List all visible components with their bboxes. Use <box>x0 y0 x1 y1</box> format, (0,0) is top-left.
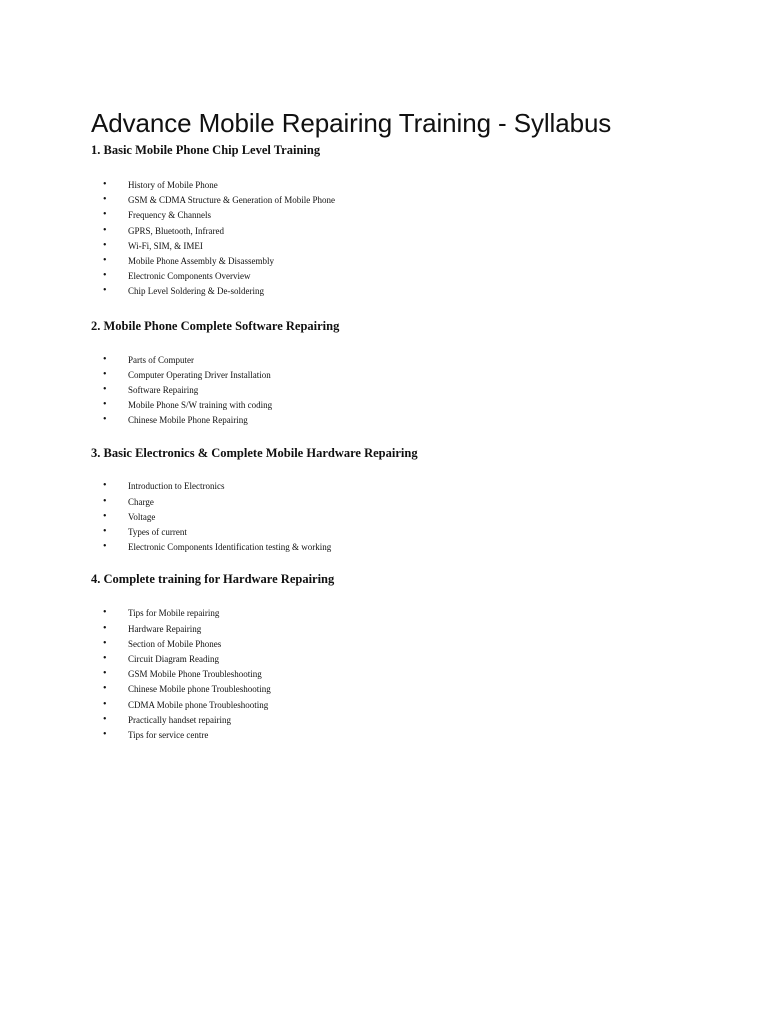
list-item-text: Parts of Computer <box>128 354 194 365</box>
section-list-chip-level <box>91 178 768 300</box>
list-item <box>91 667 768 682</box>
list-item <box>91 495 768 510</box>
section-list-hardware <box>91 606 768 743</box>
bullet-icon: • <box>103 353 107 365</box>
list-item-text: Types of current <box>128 527 187 537</box>
list-item-text: CDMA Mobile phone Troubleshooting <box>128 699 269 710</box>
list-item <box>91 728 768 743</box>
list-item-text: Hardware Repairing <box>128 623 202 634</box>
list-item-text: Software Repairing <box>128 384 199 395</box>
list-item <box>91 479 768 494</box>
list-item-text: Section of Mobile Phones <box>128 638 222 649</box>
list-item-text: GSM & CDMA Structure & Generation of Mobile Phone <box>128 195 335 206</box>
list-item-text: Circuit Diagram Reading <box>128 653 219 664</box>
list-item-text: Electronic Components Identification testing & working <box>128 542 332 553</box>
list-item-text: Wi-Fi, SIM, & IMEI <box>128 240 203 251</box>
list-item <box>91 622 768 637</box>
list-item-text: History of Mobile Phone <box>128 180 218 190</box>
list-item <box>91 713 768 728</box>
bullet-icon: • <box>103 637 107 649</box>
list-item <box>91 606 768 621</box>
list-item <box>91 224 768 239</box>
list-item <box>91 353 768 368</box>
list-item-text: Chinese Mobile phone Troubleshooting <box>128 684 271 695</box>
section-heading-chip-level: 1. Basic Mobile Phone Chip Level Training <box>91 143 321 157</box>
list-item-text: Mobile Phone S/W training with coding <box>128 400 273 411</box>
list-item-text: Introduction to Electronics <box>128 481 225 492</box>
list-item <box>91 525 768 540</box>
list-item <box>91 269 768 284</box>
list-item <box>91 254 768 269</box>
bullet-icon: • <box>103 683 107 695</box>
list-item <box>91 637 768 652</box>
bullet-icon: • <box>103 480 107 492</box>
bullet-icon: • <box>103 179 107 190</box>
bullet-icon: • <box>103 668 107 680</box>
bullet-icon: • <box>103 224 107 236</box>
list-item-text: GPRS, Bluetooth, Infrared <box>128 225 224 236</box>
bullet-icon: • <box>103 383 107 395</box>
section-list-electronics <box>91 479 768 555</box>
bullet-icon: • <box>103 622 107 634</box>
document-title: Advance Mobile Repairing Training - Syllabus <box>91 108 612 138</box>
list-item <box>91 682 768 697</box>
list-item <box>91 284 768 299</box>
list-item-text: Tips for service centre <box>128 729 209 740</box>
list-item <box>91 540 768 555</box>
section-heading-electronics: 3. Basic Electronics & Complete Mobile Hardware Repairing <box>91 446 418 461</box>
list-item-text: Chip Level Soldering & De-soldering <box>128 286 264 297</box>
list-item <box>91 652 768 667</box>
list-item-text: Tips for Mobile repairing <box>128 608 220 619</box>
list-item-text: Voltage <box>128 511 156 522</box>
list-item-text: GSM Mobile Phone Troubleshooting <box>128 669 262 680</box>
bullet-icon: • <box>103 510 107 522</box>
list-item-text: Frequency & Channels <box>128 210 211 221</box>
bullet-icon: • <box>103 713 107 725</box>
bullet-icon: • <box>103 239 107 251</box>
list-item <box>91 368 768 383</box>
section-list-software <box>91 353 768 429</box>
bullet-icon: • <box>103 194 107 206</box>
list-item-text: Chinese Mobile Phone Repairing <box>128 415 248 426</box>
list-item-text: Electronic Components Overview <box>128 271 251 282</box>
list-item <box>91 413 768 428</box>
list-item <box>91 698 768 713</box>
bullet-icon: • <box>103 399 107 411</box>
bullet-icon: • <box>103 698 107 710</box>
bullet-icon: • <box>103 728 107 740</box>
bullet-icon: • <box>103 652 107 664</box>
section-heading-hardware: 4. Complete training for Hardware Repairing <box>91 572 335 587</box>
list-item <box>91 193 768 208</box>
list-item <box>91 383 768 398</box>
list-item-text: Mobile Phone Assembly & Disassembly <box>128 255 274 266</box>
bullet-icon: • <box>103 270 107 282</box>
list-item-text: Practically handset repairing <box>128 714 231 725</box>
list-item <box>91 178 768 193</box>
section-heading-software: 2. Mobile Phone Complete Software Repairing <box>91 318 340 333</box>
bullet-icon: • <box>103 607 107 619</box>
bullet-icon: • <box>103 541 107 553</box>
list-item <box>91 398 768 413</box>
bullet-icon: • <box>103 209 107 221</box>
bullet-icon: • <box>103 285 107 297</box>
list-item <box>91 510 768 525</box>
list-item-text: Charge <box>128 496 154 507</box>
bullet-icon: • <box>103 254 107 266</box>
list-item <box>91 208 768 223</box>
bullet-icon: • <box>103 368 107 380</box>
bullet-icon: • <box>103 414 107 426</box>
list-item <box>91 239 768 254</box>
bullet-icon: • <box>103 526 107 537</box>
bullet-icon: • <box>103 495 107 507</box>
list-item-text: Computer Operating Driver Installation <box>128 369 271 380</box>
